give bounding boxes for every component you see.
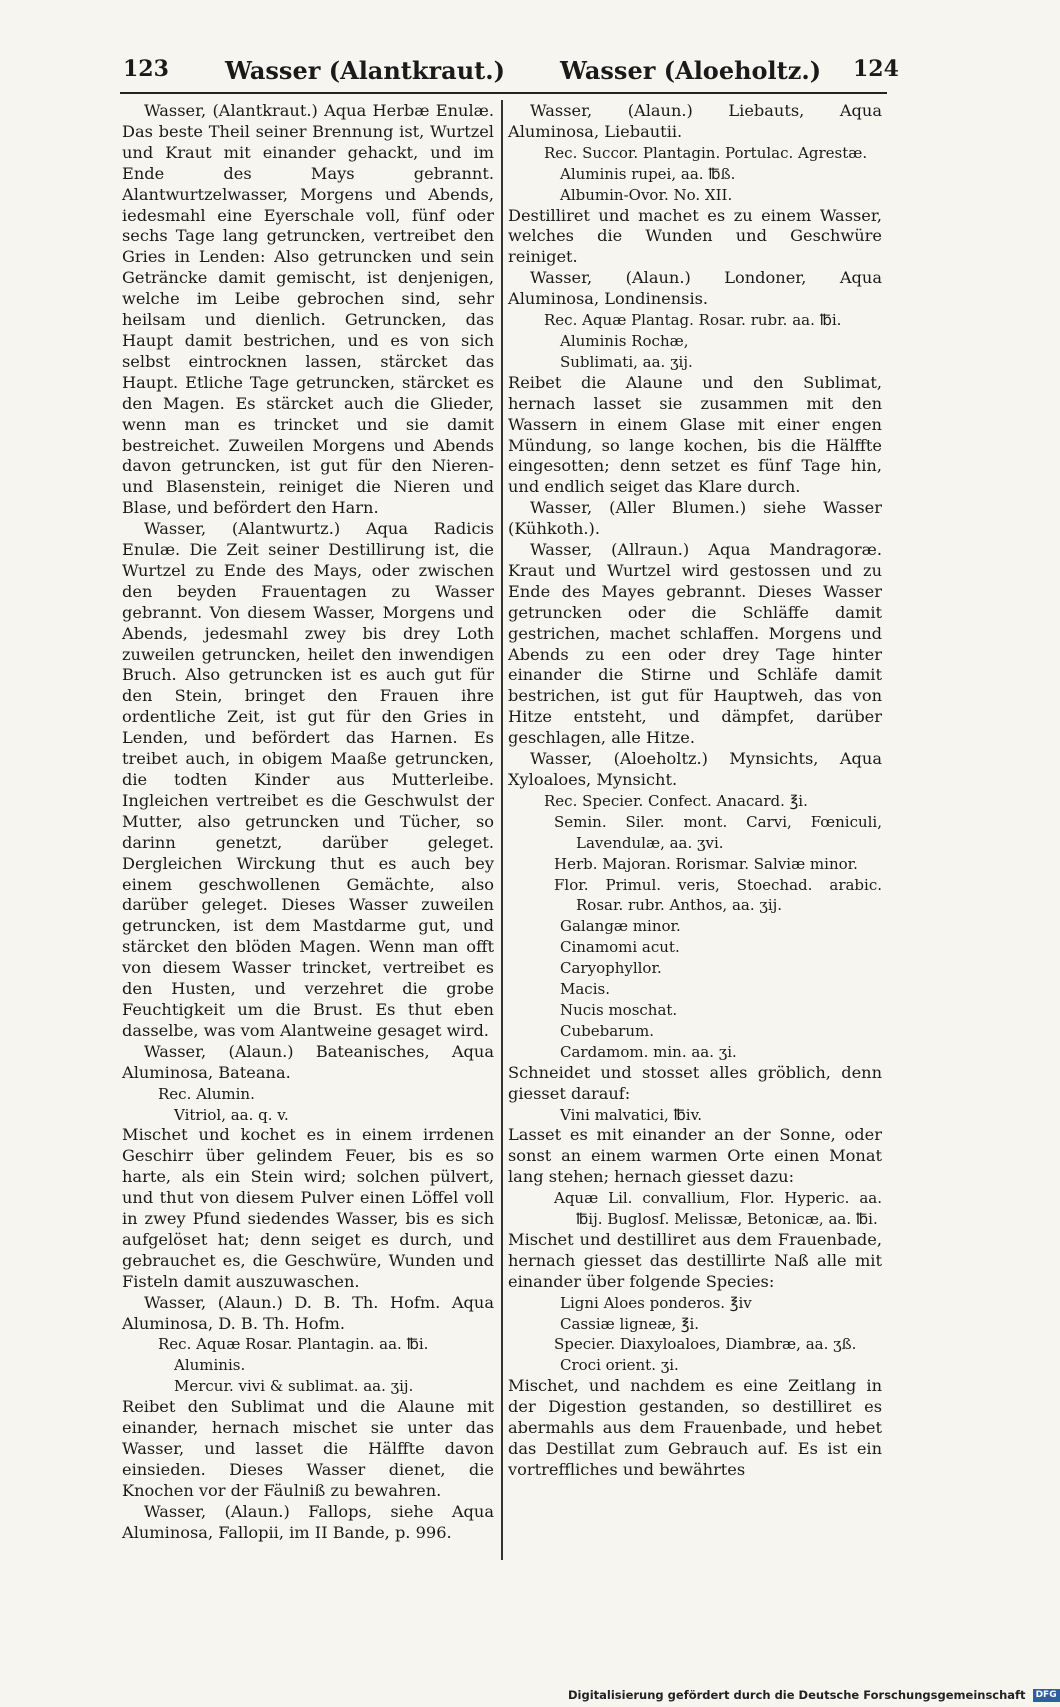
- right-column-paragraph: Flor. Primul. veris, Stoechad. arabic. Rosar. rubr. Anthos, aa. ʒij.: [554, 875, 882, 915]
- right-column-paragraph: Wasser, (Aller Blumen.) siehe Wasser (Kühkoth.).: [508, 498, 882, 539]
- right-column-paragraph: Albumin-Ovor. No. XII.: [560, 185, 733, 204]
- right-column-paragraph: Mischet, und nachdem es eine Zeitlang in der Digestion gestanden, so destilliret es abermahls aus dem Frauenbade, und hebet das Destillat zum Gebrauch auf. Es ist ein vortreffliches und bewährtes: [508, 1376, 882, 1479]
- right-column-paragraph: Nucis moschat.: [560, 1000, 678, 1019]
- column-divider: [501, 100, 503, 1560]
- right-column-paragraph: Aquæ Lil. convallium, Flor. Hyperic. aa. ℔ij. Buglosſ. Melissæ, Betonicæ, aa. ℔i.: [554, 1189, 882, 1229]
- right-column-paragraph: Schneidet und stosset alles gröblich, denn giesset darauf:: [508, 1062, 882, 1103]
- right-column-paragraph: Mischet und destilliret aus dem Frauenbade, hernach giesset das destillirte Naß alle mit einander über folgende Species:: [508, 1229, 882, 1291]
- right-column-paragraph: Croci orient. ʒi.: [560, 1356, 679, 1375]
- right-column-paragraph: Rec. Aquæ Plantag. Rosar. rubr. aa. ℔i.: [544, 311, 842, 330]
- right-page-number: 124: [853, 56, 899, 82]
- left-column-paragraph: Wasser, (Alantkraut.) Aqua Herbæ Enulæ. Das beste Theil seiner Brennung ist, Wurtzel und Kraut mit einander gehackt, und im Ende des Mays gebrannt. Alantwurtzelwasser, Morgens und Abends, iedesmahl eine Eyerschale voll, fünf oder sechs Tage lang getruncken, vertreibet den Gries in Lenden: Also getruncken und sein Geträncke damit gemischt, ist denjenigen, welche im Leibe gebrochen sind, sehr heilsam und dienlich. Getruncken, das Haupt damit bestrichen, und es von sich selbst eintrocknen lassen, stärcket das Haupt. Etliche Tage getruncken, stärcket es den Magen. Es stärcket auch die Glieder, wenn man es trincket und sie damit bestreichet. Zuweilen Morgens und Abends davon getruncken, ist gut für den Nieren- und Blasenstein, reiniget die Nieren und Blase, und befördert den Harn.: [122, 101, 494, 518]
- right-column-paragraph: Cubebarum.: [560, 1021, 654, 1040]
- right-column-paragraph: Macis.: [560, 980, 610, 999]
- left-column: [122, 101, 494, 1544]
- left-column-paragraph: Mercur. vivi & sublimat. aa. ʒij.: [174, 1377, 414, 1396]
- right-column-paragraph: Cardamom. min. aa. ʒi.: [560, 1042, 737, 1061]
- right-column-paragraph: Specier. Diaxyloaloes, Diambræ, aa. ʒß.: [554, 1335, 857, 1354]
- right-column-paragraph: Destilliret und machet es zu einem Wasser, welches die Wunden und Geschwüre reiniget.: [508, 205, 882, 267]
- left-column-paragraph: Reibet den Sublimat und die Alaune mit einander, hernach mischet sie unter das Wasser, und lasset die Hälffte davon einsieden. Dieses Wasser dienet, die Knochen vor der Fäulniß zu bewahren.: [122, 1397, 494, 1500]
- left-column-paragraph: Rec. Alumin.: [158, 1084, 255, 1103]
- right-running-title: Wasser (Aloeholtz.): [560, 56, 822, 85]
- digitization-footer: [568, 1684, 1057, 1707]
- right-column-paragraph: Wasser, (Aloeholtz.) Mynsichts, Aqua Xyloaloes, Mynsicht.: [508, 749, 882, 789]
- right-column-paragraph: Ligni Aloes ponderos. ℥iv: [560, 1293, 752, 1312]
- left-column-paragraph: Wasser, (Alaun.) Bateanisches, Aqua Aluminosa, Bateana.: [122, 1041, 494, 1082]
- left-running-title: Wasser (Alantkraut.): [225, 56, 505, 85]
- right-column-paragraph: Wasser, (Alaun.) Liebauts, Aqua Aluminosa, Liebautii.: [508, 101, 882, 141]
- left-column-paragraph: Wasser, (Alantwurtz.) Aqua Radicis Enulæ. Die Zeit seiner Destillirung ist, die Wurtzel zu Ende des Mays, oder zwischen den beyden Frauentagen zu Wasser gebrannt. Von diesem Wasser, Morgens und Abends, jedesmahl zwey bis drey Loth zuweilen getruncken, heilet den inwendigen Bruch. Also getruncken ist es auch gut für den Stein, bringet den Frauen ihre ordentliche Zeit, ist gut für den Gries in Lenden, und befördert das Harnen. Es treibet auch, in obigem Maaße getruncken, die todten Kinder aus Mutterleibe. Ingleichen vertreibet es die Geschwulst der Mutter, also getruncken und Tücher, so darinn genetzt, darüber geleget. Dergleichen Wirckung thut es auch bey einem geschwollenen Gemächte, also darüber geleget. Dieses Wasser zuweilen getruncken, ist dem Mastdarme gut, und stärcket den blöden Magen. Wenn man offt von diesem Wasser trincket, vertreibet es den Husten, und verzehret die grobe Feuchtigkeit um die Brust. Es thut eben dasselbe, was vom Alantweine gesaget wird.: [122, 519, 494, 1040]
- right-column-paragraph: Rec. Specier. Confect. Anacard. ℥i.: [544, 791, 808, 810]
- right-column-paragraph: Reibet die Alaune und den Sublimat, hernach lasset sie zusammen mit den Wassern in einem Glase mit einer engen Mündung, so lange kochen, bis die Hälffte eingesotten; denn setzet es fünf Tage hin, und endlich seiget das Klare durch.: [508, 372, 882, 497]
- left-column-paragraph: Wasser, (Alaun.) D. B. Th. Hofm. Aqua Aluminosa, D. B. Th. Hofm.: [122, 1292, 494, 1333]
- right-column-paragraph: Semin. Siler. mont. Carvi, Fœniculi, Lavendulæ, aa. ʒvi.: [554, 812, 882, 852]
- right-column-paragraph: Sublimati, aa. ʒij.: [560, 352, 693, 371]
- header-rule: [120, 92, 887, 94]
- left-column-paragraph: Rec. Aquæ Rosar. Plantagin. aa. ℔i.: [158, 1335, 429, 1354]
- right-column-paragraph: Caryophyllor.: [560, 959, 662, 978]
- left-page-number: 123: [123, 56, 169, 82]
- left-column-paragraph: Aluminis.: [174, 1356, 246, 1375]
- right-column-paragraph: Wasser, (Allraun.) Aqua Mandragoræ. Kraut und Wurtzel wird gestossen und zu Ende des Mayes gebrannt. Dieses Wasser getruncken oder die Schläffe damit gestrichen, machet schlaffen. Morgens und Abends zu een oder drey Tage hinter einander die Stirne und Schläfe damit bestrichen, ist gut für Hauptweh, das von Hitze entsteht, und dämpfet, darüber geschlagen, alle Hitze.: [508, 540, 882, 748]
- left-column-paragraph: Vitriol, aa. q. v.: [174, 1105, 289, 1124]
- right-column-paragraph: Vini malvatici, ℔iv.: [560, 1105, 703, 1124]
- dfg-logo: DFG: [1033, 1689, 1060, 1702]
- right-column-paragraph: Wasser, (Alaun.) Londoner, Aqua Aluminosa, Londinensis.: [508, 268, 882, 309]
- right-column-paragraph: Cinamomi acut.: [560, 938, 680, 957]
- right-column-paragraph: Galangæ minor.: [560, 917, 681, 936]
- right-column-paragraph: Rec. Succor. Plantagin. Portulac. Agrestæ.: [544, 143, 868, 162]
- right-column: [508, 101, 882, 1481]
- left-column-paragraph: Mischet und kochet es in einem irrdenen Geschirr über gelindem Feuer, bis es so harte, als ein Stein wird; solchen pülvert, und thut von diesem Pulver einen Löffel voll in zwey Pfund siedendes Wasser, bis es sich aufgelöset hat; denn seiget es durch, und gebrauchet es, die Geschwüre, Wunden und Fisteln damit auszuwaschen.: [122, 1125, 494, 1291]
- right-column-paragraph: Lasset es mit einander an der Sonne, oder sonst an einem warmen Orte einen Monat lang stehen; hernach giesset dazu:: [508, 1125, 882, 1187]
- left-column-paragraph: Wasser, (Alaun.) Fallops, siehe Aqua Aluminosa, Fallopii, im II Bande, p. 996.: [122, 1501, 494, 1542]
- right-column-paragraph: Cassiæ ligneæ, ℥i.: [560, 1314, 700, 1333]
- right-column-paragraph: Herb. Majoran. Rorismar. Salviæ minor.: [554, 854, 858, 873]
- right-column-paragraph: Aluminis Rochæ,: [560, 331, 689, 350]
- right-column-paragraph: Aluminis rupei, aa. ℔ß.: [560, 164, 736, 183]
- footer-text: Digitalisierung gefördert durch die Deutsche Forschungsgemeinschaft: [568, 1688, 1026, 1702]
